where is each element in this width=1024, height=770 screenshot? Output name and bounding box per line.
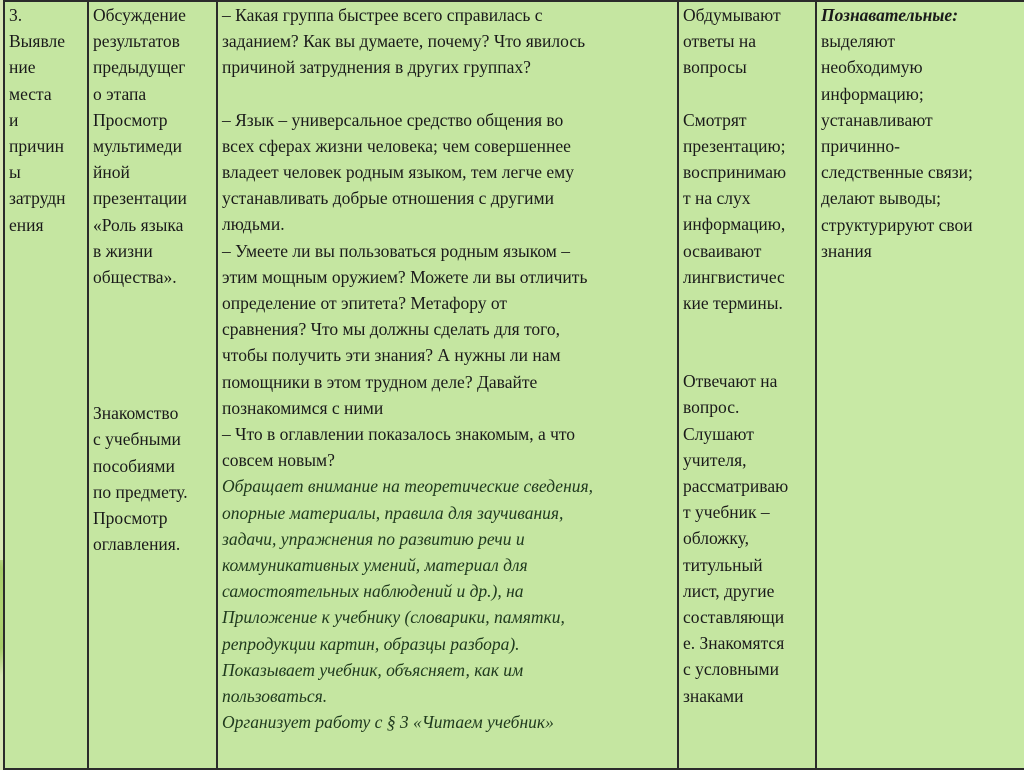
teacher-activity-cell (217, 1, 678, 769)
stage-cell (4, 1, 88, 769)
students-activity-1: Обдумывают ответы на вопросы (683, 5, 781, 78)
students-activity-2: Смотрят презентацию; воспринимаю т на слух информацию, осваивают лингвистичес кие термины. (683, 109, 787, 314)
lesson-plan-table (3, 0, 1024, 770)
uud-heading: Познавательные: (821, 5, 959, 25)
uud-cell (816, 1, 1024, 769)
stage-number: 3. (9, 5, 23, 25)
teacher-italic-notes: Обращает внимание на теоретические сведения, опорные материалы, правила для заучивания, задачи, упражнения по развитию речи и коммуникативных умений, материал для самостоятельных наблюдений и др.), на Приложение к учебнику (словарики, памятки, репродукции картин, образцы разбора). Показывает учебник, объясняет, как им пользоваться. Организует работу с § 3 «Читаем учебник» (222, 476, 594, 733)
teacher-questions-2: – Язык – универсальное средство общения во всех сферах жизни человека; чем совершеннее владеет человек родным языком, тем легче ему устанавливать добрые отношения с другими людьми. – Умеете ли вы пользоваться родным языком – этим мощным оружием? Можете ли вы отличить определение от эпитета? Метафору от сравнения? Что мы должны сделать для того, чтобы получить эти знания? А нужны ли нам помощники в этом трудном деле? Давайте познакомимся с ними – Что в оглавлении показалось знакомым, а что совсем новым? (222, 109, 588, 471)
students-activity-cell (678, 1, 816, 769)
spacer (683, 81, 812, 107)
table-row (4, 1, 1024, 769)
spacer (93, 290, 213, 400)
teacher-questions-1: – Какая группа быстрее всего справилась с заданием? Как вы думаете, почему? Что явилось причиной затруднения в других группах? (222, 5, 586, 78)
stage-name: Выявле ние места и причин ы затрудн ения (9, 31, 66, 235)
content-cell (88, 1, 217, 769)
content-part-1: Обсуждение результатов предыдущег о этапа Просмотр мультимеди йной презентации «Роль языка в жизни общества». (93, 5, 187, 288)
spacer (222, 81, 674, 107)
uud-text: выделяют необходимую информацию; устанавливают причинно- следственные связи; делают выводы; структурируют свои знания (821, 31, 973, 261)
students-activity-3: Отвечают на вопрос. Слушают учителя, рассматриваю т учебник – обложку, титульный лист, другие составляющи е. Знакомятся с условными знаками (683, 371, 789, 706)
spacer (683, 316, 812, 368)
content-part-2: Знакомство с учебными пособиями по предмету. Просмотр оглавления. (93, 403, 188, 555)
